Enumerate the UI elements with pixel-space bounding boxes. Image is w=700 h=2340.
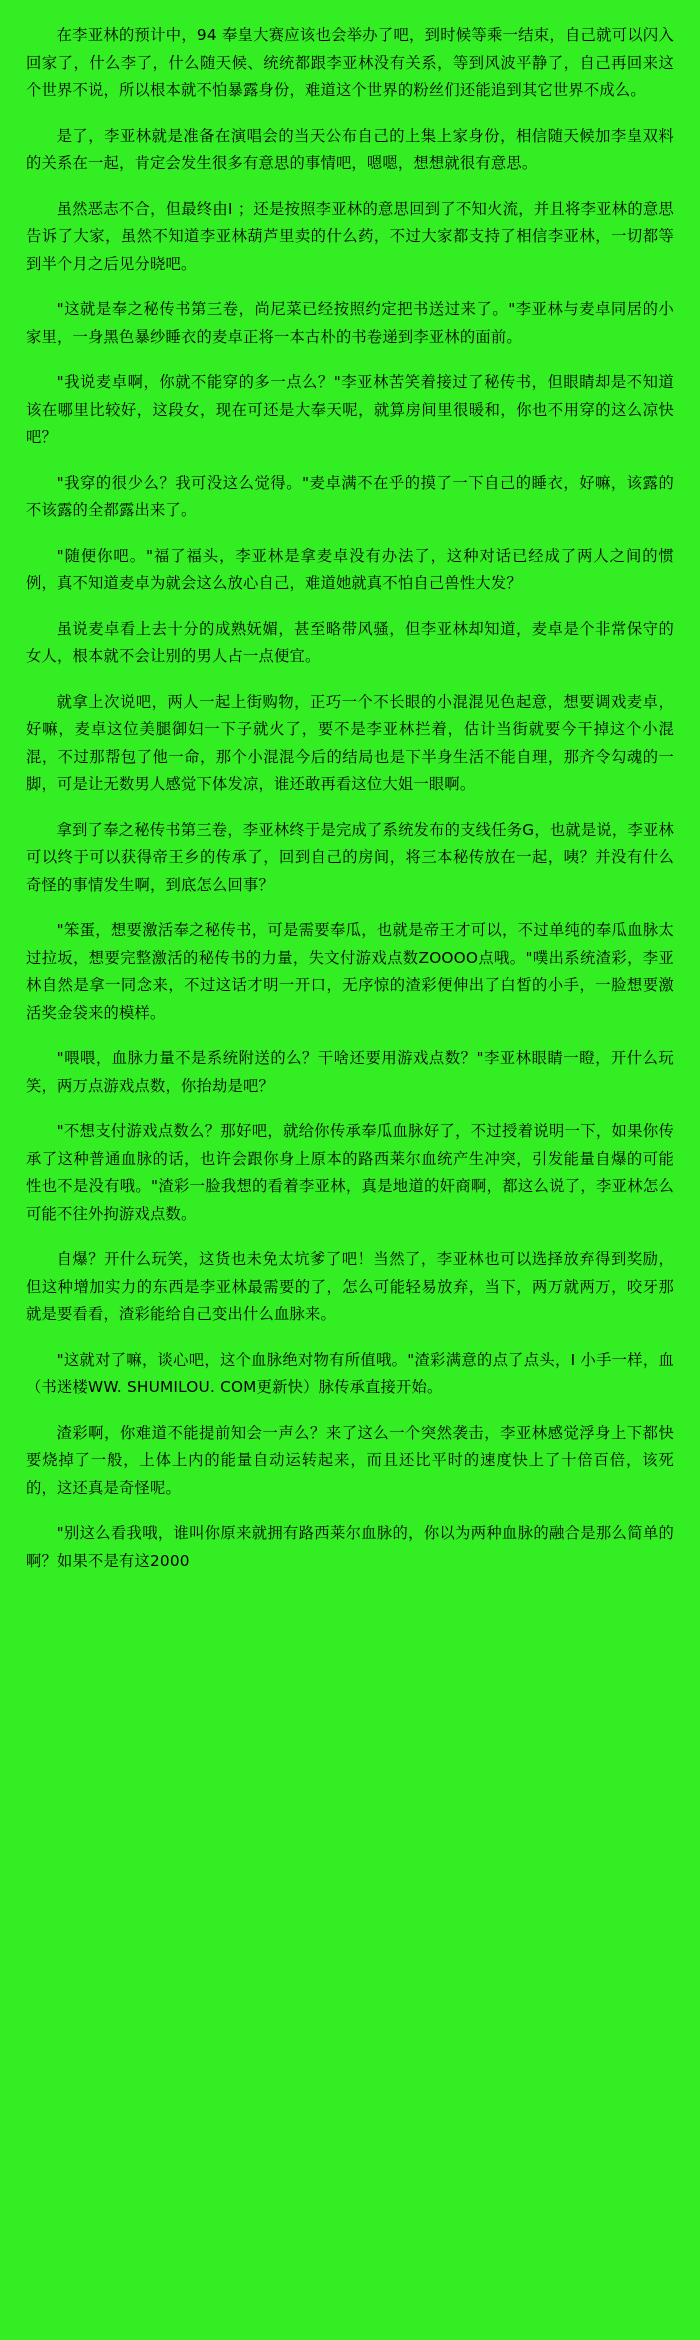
- paragraph: 渣彩啊，你难道不能提前知会一声么？来了这么一个突然袭击，李亚林感觉浮身上下都快要烧掉了一般，上体上内的能量自动运转起来，而且还比平时的速度快上了十倍百倍，该死的，这还真是奇怪呢。: [26, 1423, 674, 1497]
- paragraph: "笨蛋，想要激活奉之秘传书，可是需要奉瓜，也就是帝王才可以，不过单纯的奉瓜血脉太过拉坂，想要完整激活的秘传书的力量，失文付游戏点数ZOOOO点哦。"噗出系统渣彩，李亚林自然是拿一同念来，不过这话才明一开口，无序惊的渣彩便伸出了白皙的小手，一脸想要激活奖金袋来的模样。: [26, 921, 674, 1022]
- paragraph: 就拿上次说吧，两人一起上街购物，正巧一个不长眼的小混混见色起意，想要调戏麦卓，好嘛，麦卓这位美腿御妇一下子就火了，要不是李亚林拦着，估计当街就要今干掉这个小混混，不过那帮包了他一命，那个小混混今后的结局也是下半身生活不能自理，那齐令勾魂的一脚，可是让无数男人感觉下体发凉，谁还敢再看这位大姐一眼啊。: [26, 692, 674, 793]
- paragraph: "这就对了嘛，谈心吧，这个血脉绝对物有所值哦。"渣彩满意的点了点头，I 小手一样，血（书迷楼WW. SHUMILOU. COM更新快）脉传承直接开始。: [26, 1350, 674, 1396]
- paragraph: 虽说麦卓看上去十分的成熟妩媚，甚至略带风骚，但李亚林却知道，麦卓是个非常保守的女人，根本就不会让别的男人占一点便宜。: [26, 619, 674, 665]
- paragraph: "不想支付游戏点数么？那好吧，就给你传承奉瓜血脉好了，不过授着说明一下，如果你传承了这种普通血脉的话，也许会跟你身上原本的路西莱尔血统产生冲突，引发能量自爆的可能性也不是没有哦。"渣彩一脸我想的看着李亚林，真是地道的奸商啊，都这么说了，李亚林怎么可能不往外拘游戏点数。: [26, 1122, 674, 1223]
- paragraph: "我穿的很少么？我可没这么觉得。"麦卓满不在乎的摸了一下自己的睡衣，好嘛，该露的不该露的全都露出来了。: [26, 473, 674, 519]
- paragraph: "喂喂，血脉力量不是系统附送的么？干啥还要用游戏点数？"李亚林眼睛一瞪，开什么玩笑，两万点游戏点数，你抬劫是吧？: [26, 1049, 674, 1095]
- paragraph: 自爆？开什么玩笑，这货也未免太坑爹了吧！当然了，李亚林也可以选择放弃得到奖励，但这种增加实力的东西是李亚林最需要的了，怎么可能轻易放弃，当下，两万就两万，咬牙那就是要看看，渣彩能给自己变出什么血脉来。: [26, 1250, 674, 1323]
- paragraph: 拿到了奉之秘传书第三卷，李亚林终于是完成了系统发布的支线任务G，也就是说，李亚林可以终于可以获得帝王乡的传承了，回到自己的房间，将三本秘传放在一起，咦？并没有什么奇怪的事情发生啊，到底怎么回事？: [26, 820, 674, 894]
- paragraph: "别这么看我哦，谁叫你原来就拥有路西莱尔血脉的，你以为两种血脉的融合是那么简单的啊？如果不是有这2000: [26, 1524, 674, 1570]
- paragraph: 在李亚林的预计中，94 奉皇大赛应该也会举办了吧，到时候等乘一结束，自己就可以闪入回家了，什么李了，什么随天候、统统都跟李亚林没有关系，等到风波平静了，自己再回来这个世界不说，所以根本就不怕暴露身份，难道这个世界的粉丝们还能追到其它世界不成么。: [26, 26, 674, 99]
- paragraph: "随便你吧。"福了福头，李亚林是拿麦卓没有办法了，这种对话已经成了两人之间的惯例，真不知道麦卓为就会这么放心自己，难道她就真不怕自己兽性大发？: [26, 546, 674, 592]
- paragraph: 是了，李亚林就是准备在演唱会的当天公布自己的上集上家身份，相信随天候加李皇双料的关系在一起，肯定会发生很多有意思的事情吧，嗯嗯，想想就很有意思。: [26, 126, 674, 172]
- paragraph: 虽然恶志不合，但最终由I ；还是按照李亚林的意思回到了不知火流，并且将李亚林的意思告诉了大家，虽然不知道李亚林葫芦里卖的什么药，不过大家都支持了相信李亚林，一切都等到半个月之后见分晓吧。: [26, 199, 674, 273]
- paragraph: "这就是奉之秘传书第三卷，尚尼菜已经按照约定把书送过来了。"李亚林与麦卓同居的小家里，一身黑色暴纱睡衣的麦卓正将一本古朴的书卷递到李亚林的面前。: [26, 300, 674, 346]
- paragraph: "我说麦卓啊，你就不能穿的多一点么？"李亚林苦笑着接过了秘传书，但眼睛却是不知道该在哪里比较好，这段女，现在可还是大奉天呢，就算房间里很暖和，你也不用穿的这么凉快吧？: [26, 373, 674, 446]
